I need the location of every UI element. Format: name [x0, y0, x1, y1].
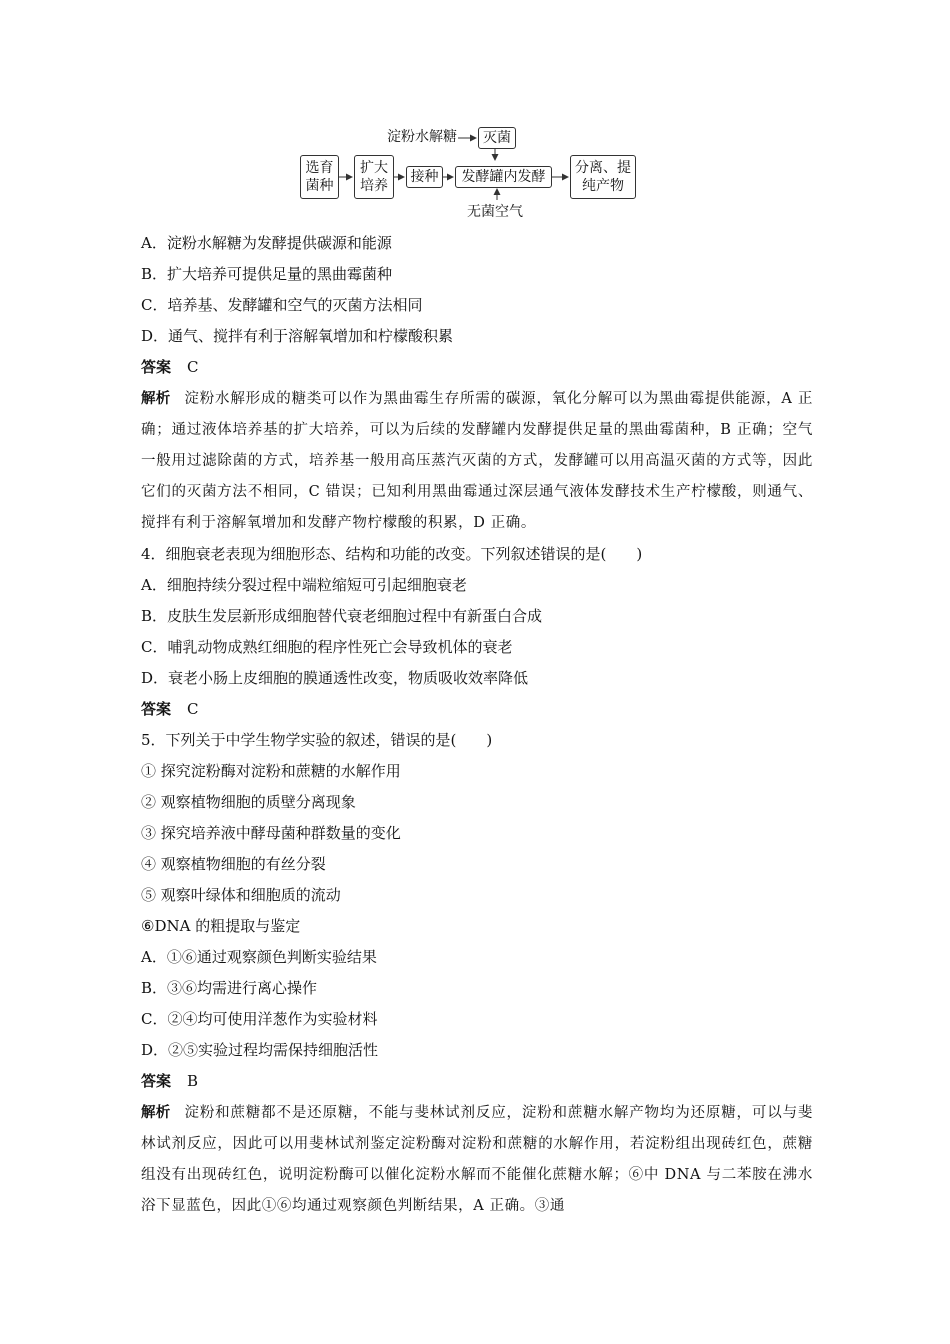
q4-option-b: B．皮肤生发层新形成细胞替代衰老细胞过程中有新蛋白合成	[141, 607, 543, 625]
expand-line1: 扩大	[360, 160, 388, 176]
q4-stem: 4．细胞衰老表现为细胞形态、结构和功能的改变。下列叙述错误的是( )	[141, 545, 643, 563]
document-body	[141, 228, 813, 1222]
q5-option-c: C．②④均可使用洋葱作为实验材料	[141, 1010, 378, 1028]
analysis-label: 解析	[141, 390, 171, 407]
q5-item-1: ① 探究淀粉酶对淀粉和蔗糖的水解作用	[141, 762, 401, 780]
q5-analysis	[141, 1097, 813, 1222]
q3-answer	[141, 352, 813, 383]
q5-answer	[141, 1066, 813, 1097]
q5-option-d: D．②⑤实验过程均需保持细胞活性	[141, 1041, 379, 1059]
separate-line1: 分离、提	[575, 160, 631, 176]
answer-label: 答案	[141, 358, 172, 376]
q4-option-d: D．衰老小肠上皮细胞的膜通透性改变，物质吸收效率降低	[141, 669, 529, 687]
q5-option-b: B．③⑥均需进行离心操作	[141, 979, 318, 997]
answer-label: 答案	[141, 700, 172, 718]
answer-value: B	[187, 1072, 199, 1090]
q5-option-a: A．①⑥通过观察颜色判断实验结果	[141, 948, 377, 966]
q3-analysis	[141, 383, 813, 539]
q5-item-5: ⑤ 观察叶绿体和细胞质的流动	[141, 886, 341, 904]
box-expand-culture	[354, 155, 394, 199]
q5-item-6: ⑥DNA 的粗提取与鉴定	[141, 917, 301, 935]
box-inoculate: 接种	[406, 166, 443, 188]
input-starch-hydrolysate: 淀粉水解糖	[387, 129, 457, 145]
q4-answer	[141, 694, 813, 725]
answer-label: 答案	[141, 1072, 172, 1090]
fermentation-flowchart	[290, 122, 650, 226]
box-select-strain	[300, 155, 339, 199]
box-sterilize: 灭菌	[478, 127, 516, 149]
q5-item-2: ② 观察植物细胞的质壁分离现象	[141, 793, 356, 811]
q4-option-c: C．哺乳动物成熟红细胞的程序性死亡会导致机体的衰老	[141, 638, 513, 656]
select-line2: 菌种	[305, 178, 334, 194]
select-line1: 选育	[305, 160, 334, 176]
q3-option-b: B．扩大培养可提供足量的黑曲霉菌种	[141, 265, 393, 283]
box-ferment: 发酵罐内发酵	[455, 166, 552, 188]
analysis-text: 淀粉水解形成的糖类可以作为黑曲霉生存所需的碳源，氧化分解可以为黑曲霉提供能源，A 正确；通过液体培养基的扩大培养，可以为后续的发酵罐内发酵提供足量的黑曲霉菌种，B 正确；空气一般用过滤除菌的方式，培养基一般用高压蒸汽灭菌的方式，发酵罐可以用高温灭菌的方式等，因此它们的灭菌方法不相同，C 错误；已知利用黑曲霉通过深层通气液体发酵技术生产柠檬酸，则通气、搅拌有利于溶解氧增加和发酵产物柠檬酸的积累，D 正确。	[141, 391, 814, 531]
answer-value: C	[187, 700, 199, 718]
q3-option-a: A．淀粉水解糖为发酵提供碳源和能源	[141, 234, 392, 252]
analysis-label: 解析	[141, 1104, 171, 1121]
box-separate-purify	[570, 155, 636, 199]
q5-item-4: ④ 观察植物细胞的有丝分裂	[141, 855, 326, 873]
separate-line2: 纯产物	[582, 178, 624, 194]
q5-stem: 5．下列关于中学生物学实验的叙述，错误的是( )	[141, 731, 493, 749]
analysis-text: 淀粉和蔗糖都不是还原糖，不能与斐林试剂反应，淀粉和蔗糖水解产物均为还原糖，可以与斐林试剂反应，因此可以用斐林试剂鉴定淀粉酶对淀粉和蔗糖的水解作用，若淀粉组出现砖红色，蔗糖组没有出现砖红色，说明淀粉酶可以催化淀粉水解而不能催化蔗糖水解；⑥中 DNA 与二苯胺在沸水浴下显蓝色，因此①⑥均通过观察颜色判断结果，A 正确。③通	[141, 1105, 813, 1214]
q3-option-d: D．通气、搅拌有利于溶解氧增加和柠檬酸积累	[141, 327, 454, 345]
q3-option-c: C．培养基、发酵罐和空气的灭菌方法相同	[141, 296, 423, 314]
expand-line2: 培养	[360, 178, 388, 194]
input-sterile-air: 无菌空气	[467, 204, 523, 220]
q4-option-a: A．细胞持续分裂过程中端粒缩短可引起细胞衰老	[141, 576, 467, 594]
q5-item-3: ③ 探究培养液中酵母菌种群数量的变化	[141, 824, 401, 842]
answer-value: C	[187, 358, 199, 376]
